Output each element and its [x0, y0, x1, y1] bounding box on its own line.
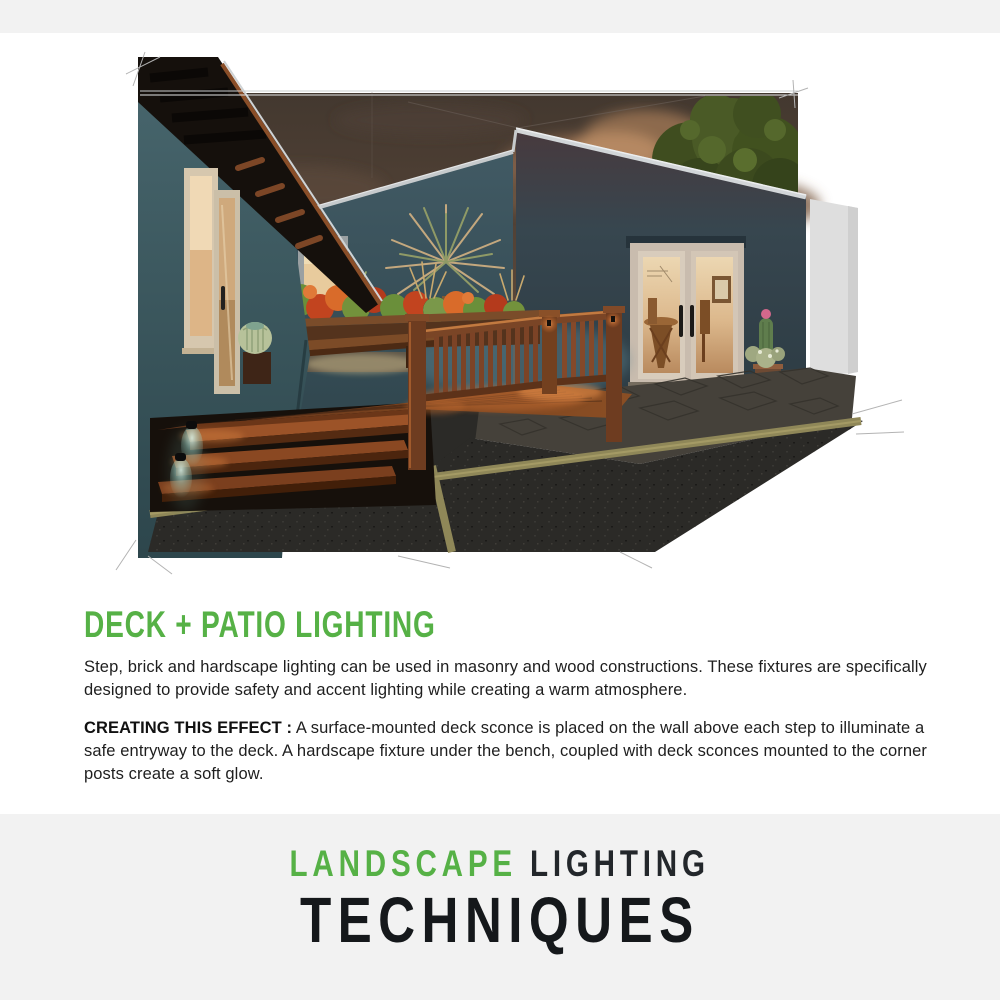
- effect-label: CREATING THIS EFFECT :: [84, 719, 293, 737]
- footer-bar: [0, 814, 1000, 1000]
- page-title: DECK + PATIO LIGHTING: [84, 604, 436, 645]
- brand-line: [0, 845, 1000, 882]
- article-section: [84, 606, 936, 801]
- sconce-fixture-1: [186, 421, 197, 429]
- door-handle-left: [679, 305, 683, 337]
- glass-door: [214, 190, 240, 394]
- door-handle-right: [690, 305, 694, 337]
- footer-title: TECHNIQUES: [300, 884, 700, 956]
- french-doors: [626, 236, 748, 390]
- hardscape-light-glow: [306, 354, 418, 374]
- brand-part-landscape: LANDSCAPE: [289, 843, 518, 884]
- effect-paragraph: [84, 717, 936, 786]
- brand-part-lighting: LIGHTING: [530, 843, 711, 884]
- door-pull-handle: [221, 286, 225, 310]
- side-wall-panel-shade: [848, 206, 858, 374]
- cactus-pot-left: [238, 322, 272, 384]
- cactus-flower: [761, 309, 771, 319]
- sconce-fixture-2: [175, 453, 186, 461]
- sconce-glow-2: [170, 458, 192, 498]
- effect-text: A surface-mounted deck sconce is placed on the wall above each step to illuminate a safe entryway to the deck. A hardscape fixture under the bench, coupled with deck sconces mounted to the corner posts create a soft glow.: [84, 719, 928, 783]
- intro-paragraph: Step, brick and hardscape lighting can be used in masonry and wood constructions. These fixtures are specifically designed to provide safety and accent lighting while creating a warm atmosphere.: [84, 658, 927, 699]
